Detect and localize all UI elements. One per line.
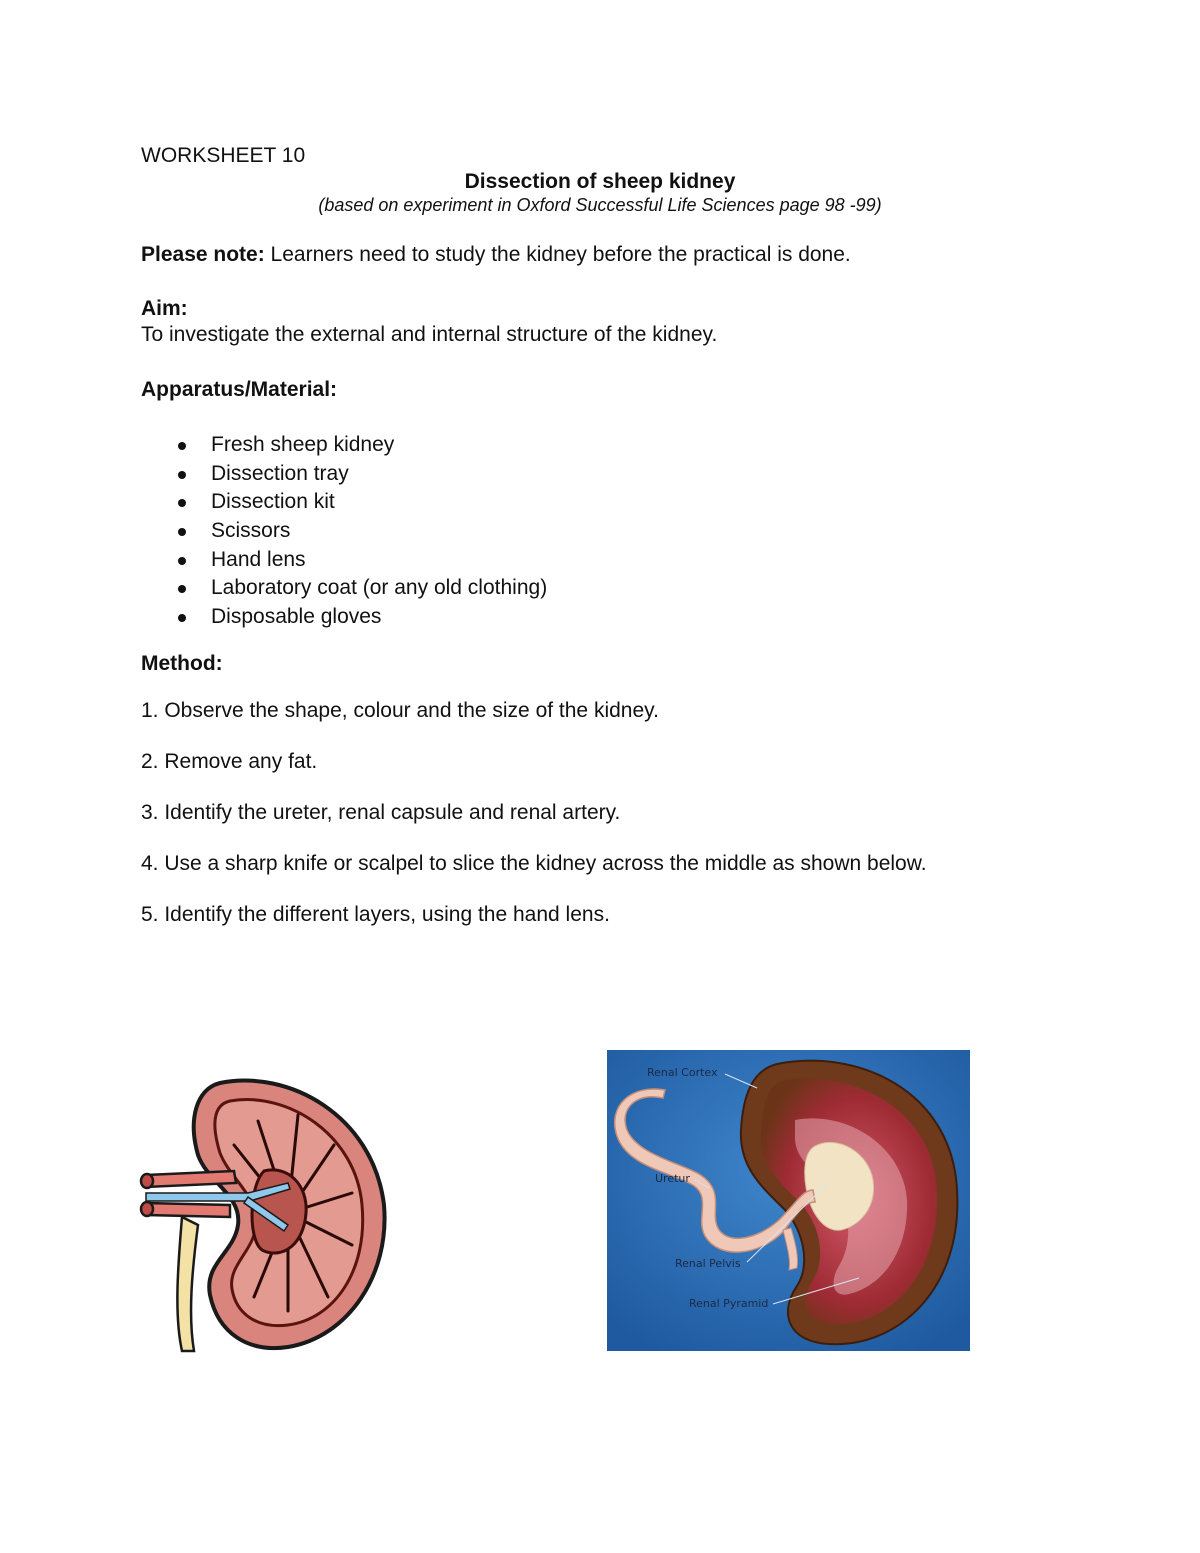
list-item: Dissection kit bbox=[141, 489, 547, 518]
method-step: 5. Identify the different layers, using the hand lens. bbox=[141, 903, 610, 926]
worksheet-reference: (based on experiment in Oxford Successful Life Sciences page 98 -99) bbox=[318, 195, 882, 215]
method-step: 3. Identify the ureter, renal capsule and renal artery. bbox=[141, 801, 621, 824]
list-item: Dissection tray bbox=[141, 461, 547, 490]
apparatus-list bbox=[141, 432, 547, 633]
aim-text: To investigate the external and internal structure of the kidney. bbox=[141, 323, 718, 346]
method-step: 2. Remove any fat. bbox=[141, 750, 318, 773]
method-step: 1. Observe the shape, colour and the size of the kidney. bbox=[141, 699, 659, 722]
please-note bbox=[141, 242, 851, 268]
list-item: Fresh sheep kidney bbox=[141, 432, 547, 461]
label-ureter: Uretur bbox=[655, 1172, 690, 1185]
bullet-icon bbox=[178, 528, 186, 536]
kidney-photo bbox=[607, 1050, 970, 1351]
worksheet-title: WORKSHEET 10 bbox=[141, 144, 306, 167]
worksheet-subtitle: Dissection of sheep kidney bbox=[464, 170, 736, 193]
bullet-icon bbox=[178, 557, 186, 565]
please-note-text: Learners need to study the kidney before the practical is done. bbox=[264, 243, 851, 266]
bullet-icon bbox=[178, 585, 186, 593]
aim-heading: Aim: bbox=[141, 297, 188, 320]
label-renal-cortex: Renal Cortex bbox=[647, 1066, 718, 1079]
bullet-icon bbox=[178, 499, 186, 507]
method-heading: Method: bbox=[141, 652, 223, 675]
list-item: Disposable gloves bbox=[141, 604, 547, 633]
apparatus-heading: Apparatus/Material: bbox=[141, 378, 338, 401]
bullet-icon bbox=[178, 442, 186, 450]
bullet-icon bbox=[178, 614, 186, 622]
list-item: Hand lens bbox=[141, 547, 547, 576]
list-item: Laboratory coat (or any old clothing) bbox=[141, 575, 547, 604]
list-item: Scissors bbox=[141, 518, 547, 547]
label-renal-pyramid: Renal Pyramid bbox=[689, 1297, 769, 1310]
kidney-diagram bbox=[138, 1075, 390, 1353]
kidney-illustration-icon bbox=[138, 1075, 390, 1353]
label-renal-pelvis: Renal Pelvis bbox=[675, 1257, 741, 1270]
kidney-photo-icon bbox=[607, 1050, 970, 1351]
method-step: 4. Use a sharp knife or scalpel to slice the kidney across the middle as shown below. bbox=[141, 852, 927, 875]
please-note-label: Please note: bbox=[141, 243, 265, 266]
bullet-icon bbox=[178, 471, 186, 479]
